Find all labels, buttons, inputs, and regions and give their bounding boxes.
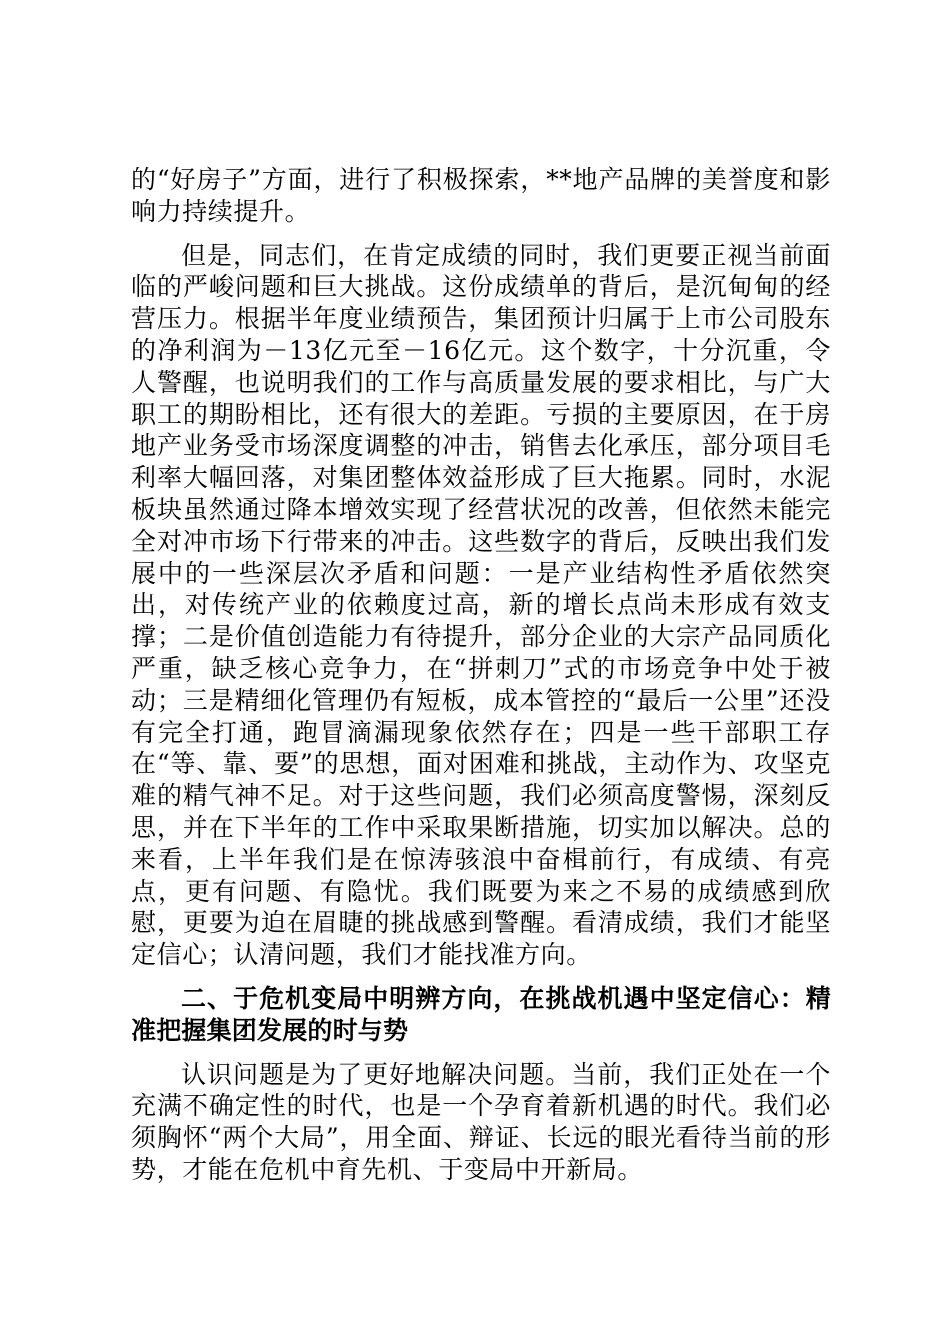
paragraph-problems: 但是，同志们，在肯定成绩的同时，我们更要正视当前面临的严峻问题和巨大挑战。这份成绩单的背后，是沉甸甸的经营压力。根据半年度业绩预告，集团预计归属于上市公司股东的净利润为－13亿元至－16亿元。这个数字，十分沉重，令人警醒，也说明我们的工作与高质量发展的要求相比，与广大职工的期盼相比，还有很大的差距。亏损的主要原因，在于房地产业务受市场深度调整的冲击，销售去化承压，部分项目毛利率大幅回落，对集团整体效益形成了巨大拖累。同时，水泥板块虽然通过降本增效实现了经营状况的改善，但依然未能完全对冲市场下行带来的冲击。这些数字的背后，反映出我们发展中的一些深层次矛盾和问题：一是产业结构性矛盾依然突出，对传统产业的依赖度过高，新的增长点尚未形成有效支撑；二是价值创造能力有待提升，部分企业的大宗产品同质化严重，缺乏核心竞争力，在“拼刺刀”式的市场竞争中处于被动；三是精细化管理仍有短板，成本管控的“最后一公里”还没有完全打通，跑冒滴漏现象依然存在；四是一些干部职工存在“等、靠、要”的思想，面对困难和挑战，主动作为、攻坚克难的精气神不足。对于这些问题，我们必须高度警惕，深刻反思，并在下半年的工作中采取果断措施，切实加以解决。总的来看，上半年我们是在惊涛骇浪中奋楫前行，有成绩、有亮点，更有问题、有隐忧。我们既要为来之不易的成绩感到欣慰，更要为迫在眉睫的挑战感到警醒。看清成绩，我们才能坚定信心；认清问题，我们才能找准方向。 xyxy=(131,240,831,970)
paragraph-continuation: 的“好房子”方面，进行了积极探索，**地产品牌的美誉度和影响力持续提升。 xyxy=(131,165,831,226)
document-body xyxy=(131,164,831,1186)
paragraph-situation: 认识问题是为了更好地解决问题。当前，我们正处在一个充满不确定性的时代，也是一个孕育着新机遇的时代。我们必须胸怀“两个大局”，用全面、辩证、长远的眼光看待当前的形势，才能在危机中育先机、于变局中开新局。 xyxy=(131,1059,831,1184)
section-heading: 二、于危机变局中明辨方向，在挑战机遇中坚定信心：精准把握集团发展的时与势 xyxy=(131,983,831,1045)
